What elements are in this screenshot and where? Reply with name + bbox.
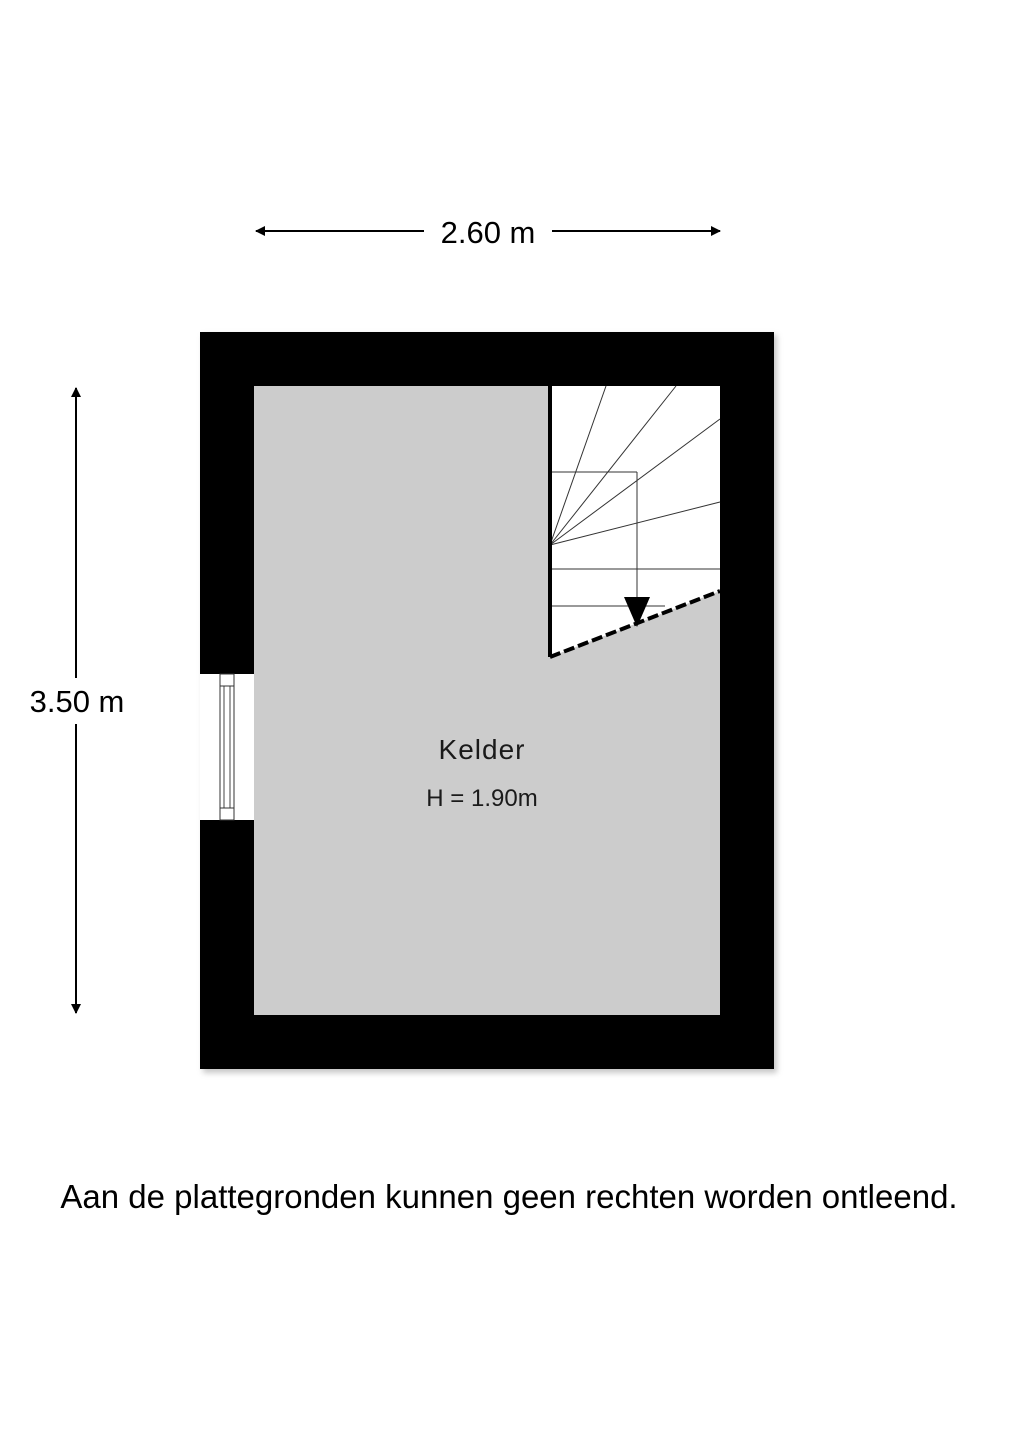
depth-label: 3.50 m — [29, 684, 125, 719]
room-height: H = 1.90m — [426, 785, 538, 812]
width-label: 2.60 m — [440, 215, 536, 250]
depth-dimension — [20, 388, 134, 1013]
disclaimer-text: Aan de plattegronden kunnen geen rechten worden ontleend. — [60, 1178, 958, 1215]
width-dimension — [256, 215, 720, 250]
room-name: Kelder — [438, 734, 526, 765]
window-frame — [220, 674, 234, 820]
window — [200, 674, 254, 820]
